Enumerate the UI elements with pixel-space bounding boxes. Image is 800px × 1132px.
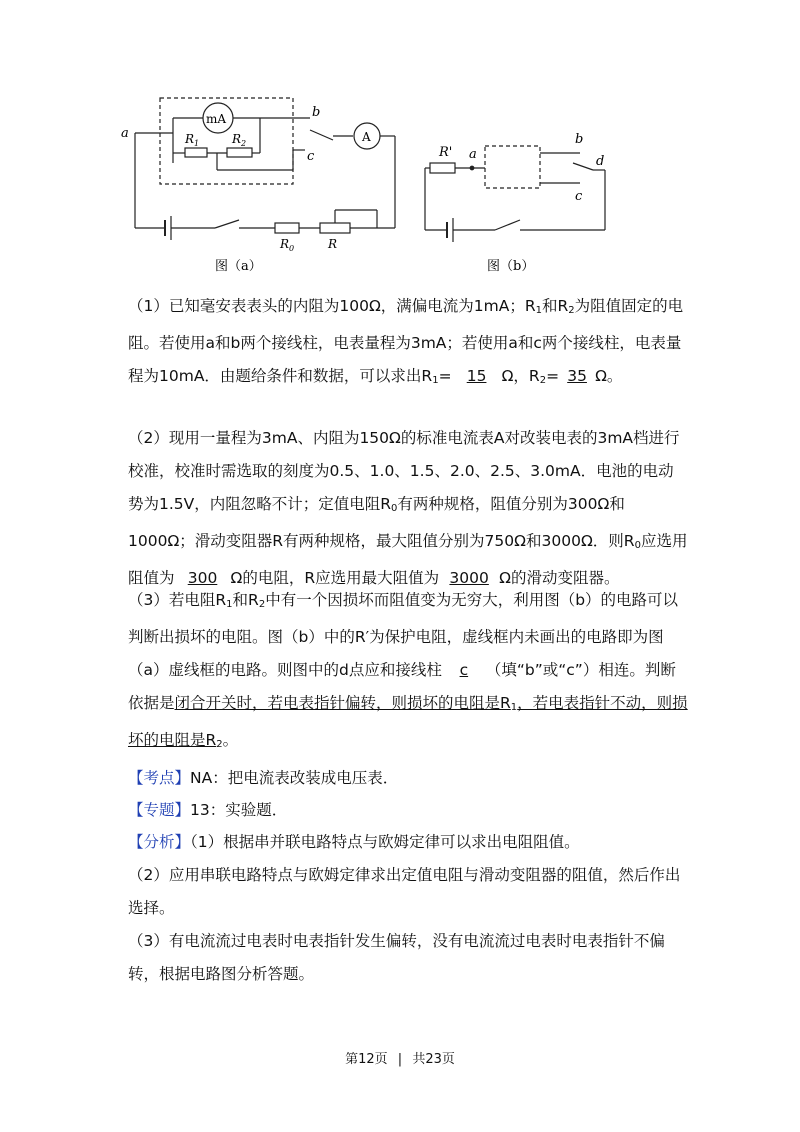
label-a: a — [121, 126, 129, 141]
answer-r1: 15 — [466, 367, 487, 385]
question-1: （1）已知毫安表表头的内阻为100Ω，满偏电流为1mA；$R_1$和$R_2$为阻值固定的电阻。若使用a和b两个接线柱，电表量程为3mA；若使用a和c两个接线柱，电表量程为10mA．由题给条件和数据，可以求出$R_1= 15$ Ω，$R_2= 35$ Ω。 — [128, 290, 688, 397]
label-r2: $R_2$ — [232, 132, 247, 148]
label-a: a — [469, 147, 477, 162]
label-b: b — [312, 105, 321, 120]
label-c: c — [307, 149, 315, 164]
answer-terminal: c — [459, 661, 469, 679]
label-d: d — [596, 154, 605, 169]
label-r: R — [328, 237, 338, 251]
caption-b: 图（b） — [487, 259, 535, 274]
answer-r0: 300 — [187, 569, 218, 587]
zhuanti: 【专题】13：实验题． — [128, 801, 288, 819]
circuit-figure-a — [115, 88, 415, 278]
label-r1: $R_1$ — [185, 132, 200, 148]
label-b: b — [575, 132, 584, 147]
label-ammeter: A — [362, 130, 371, 144]
kaodian: 【考点】NA：把电流表改装成电压表． — [128, 769, 399, 787]
label-c: c — [575, 189, 583, 204]
fenxi: 【分析】（1）根据串并联电路特点与欧姆定律可以求出电阻阻值。 （2）应用串联电路特点与欧姆定律求出定值电阻与滑动变阻器的阻值，然后作出选择。 （3）有电流流过电表时电表指针发生偏转，没有电流流过电表时电表指针不偏转，根据电路图分析答题。 — [128, 833, 681, 983]
caption-a: 图（a） — [215, 259, 262, 274]
label-r-prime: R' — [439, 145, 453, 160]
answer-r: 3000 — [449, 569, 489, 587]
answer-reason: 闭合开关时，若电表指针偏转，则损坏的电阻是$R_1$，若电表指针不动，则损坏的电阻是$R_2$ — [128, 694, 688, 750]
question-3: （3）若电阻$R_1$和$R_2$中有一个因损坏而阻值变为无穷大，利用图（b）的电路可以判断出损坏的电阻。图（b）中的R′为保护电阻，虚线框内未画出的电路即为图（a）虚线框的电路。则图中的d点应和接线柱 c （填“b”或“c”）相连。判断依据是闭合开关时，若电表指针偏转，则损坏的电阻是$R_1$，若电表指针不动，则损坏的电阻是$R_2$。 — [128, 591, 688, 750]
circuit-figure-b — [415, 128, 635, 278]
label-milliammeter: mA — [206, 112, 227, 126]
page-footer: 第12页 | 共23页 — [345, 1052, 455, 1067]
answer-r2: 35 — [567, 367, 587, 385]
question-2: （2）现用一量程为3mA、内阻为150Ω的标准电流表A对改装电表的3mA档进行校准，校准时需选取的刻度为0.5、1.0、1.5、2.0、2.5、3.0mA．电池的电动势为1.5V，内阻忽略不计；定值电阻$R_0$有两种规格，阻值分别为300Ω和1000Ω；滑动变阻器R有两种规格，最大阻值分别为750Ω和3000Ω．则$R_0$应选用阻值为 300 Ω的电阻，R应选用最大阻值为 3000 Ω的滑动变阻器。 — [128, 422, 688, 595]
label-r0: $R_0$ — [280, 237, 295, 253]
